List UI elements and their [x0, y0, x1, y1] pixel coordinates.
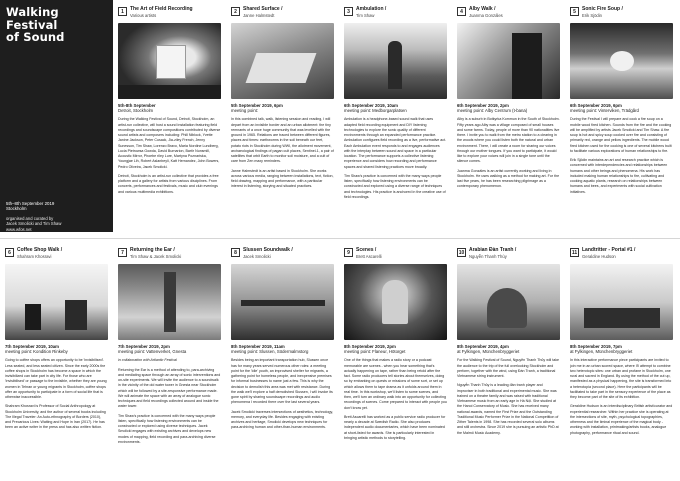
event-paragraph: Ambulation is a headphone-based sound walk that uses adapted field recording equipment and DIY listening technologies to explore the sonic quality of different environments through an expanded performance practice. Ambulation configures field recording as a live, performative act. Each Ambulation event responds to and engages audiences with the interplay between sound and space in a particular location. The performance supports a collective listening experience and considers how recording and performance spaces and shared listening practices move broadly.	[344, 117, 447, 169]
event-venue: meeting point: Flaneur, Hötorget	[344, 349, 406, 355]
festival-title-line: Walking	[6, 5, 59, 19]
event-paragraph: Returning the Ear is a method of attending to, para-archiving and mediating space through an array of sonic interventions and on-site experiments. We will invite the audience to a soundwalk in the vicinity of the old water tower in Gnesta near Stockholm which will be followed by a site-responsive performance made. We will animate the space with an array of analogue sonic techniques and field recordings collected around and inside the water tower.	[118, 367, 221, 409]
event-photo	[231, 264, 334, 340]
event-number: 4	[457, 7, 466, 16]
event-paragraph: For the Walking Festival of Sound, Nguyễn Thanh Thủy will take the audience to the trip of the full overlooking Stockholm and perform, together with the wind, using Đàn Tranh, a traditional Vietnamese string instrument.	[457, 358, 560, 379]
event-artist: Tim Shaw & Jacek Smolicki	[130, 253, 182, 259]
event-paragraph: Juanma Gonzáles is an artist currently working and living in Stockholm. He uses walking as a method for making art. For the last five years, he has been researching pilgrimage as a contemporary phenomenon.	[457, 168, 560, 189]
event-panel-7	[113, 241, 226, 473]
event-number: 10	[458, 250, 465, 256]
festival-title	[6, 6, 107, 44]
event-photo	[118, 23, 221, 99]
event-title: Ambulation /	[356, 6, 387, 12]
event-venue: Detroit, Stockholm	[118, 108, 154, 114]
event-description	[457, 358, 560, 440]
event-photo	[231, 23, 334, 99]
event-photo	[570, 264, 673, 340]
event-title: Sonic Fire Soup /	[582, 6, 623, 12]
event-header	[457, 0, 560, 23]
event-paragraph: One of the things that makes a radio story or a podcast memorable are scenes - when you hear something that's actually happening on tape, rather than being retold after the fact. Some radio producers tell stories about themselves, doing so by embarking on quests or missions of some sort, or set up which allows them to tape drama as it unfolds around them in real time. In this workshop, we'll listen to some scenes, and then, we'll turn an ordinary walk into an opportunity for collecting recordings of scenes. Come prepared to interact with people you don't know yet.	[344, 358, 447, 410]
event-title: Scenes /	[356, 247, 377, 253]
festival-title-line: Festival	[6, 17, 58, 32]
event-number: 11	[571, 250, 578, 256]
event-venue: at Fylkingen, Münchenbryggeriet	[570, 349, 633, 355]
event-paragraph: Tim Shaw's practice is concerned with the many ways people listen, specifically how listening environments can be constructed and explored using a diverse range of techniques and technologies. His practice is anchored in the creative use of field recordings.	[344, 173, 446, 199]
event-panel-6	[0, 241, 113, 473]
event-note: in collaboration with Artlantic Festival	[118, 358, 177, 363]
event-photo	[344, 23, 447, 99]
event-paragraph: In this interactive performance piece participants are invited to join me in an urban scored space, where I'll attempt to combine two heterotopic sites: one urban and profane in Stockholm, one rural and sacred in England. By using the method of the cut up, manifested as a physical happening, the site is transformed into a heterotopia (second place). Here the participants will be facilitated to take part in the sensory experience of the place as they become part of the site of its exhibition.	[570, 358, 672, 400]
event-venue: meeting point:	[231, 108, 258, 114]
event-panel-3	[339, 0, 452, 232]
festival-organisers	[6, 216, 107, 227]
event-panel-4	[452, 0, 565, 232]
festival-date-range: 5th–8th September 2019	[6, 200, 55, 206]
event-header	[5, 241, 108, 264]
event-paragraph: During the Festival I will prepare and cook a fire soup on a mobile wood fired kitchen. Sounds from the fire and the cooking will be amplified by artists Jacek Smolicki and Tim Shaw. A fire soup is hot and spicy soup cooked over fire and consisting of primarily red, orange and yellow ingredients. The mobile wood fired kitchen used for the cooking is one of several kitchens built to facilitate various explorations of human relationships to fire.	[570, 117, 672, 153]
event-header	[344, 0, 447, 23]
event-paragraph: Janne Halmstedt is an artist based in Stockholm. She works across various media, ranging between installations, text, fiction, field drawing, mapping and performance, with a particular interest in listening, storying and situated practices.	[231, 168, 334, 189]
event-number: 9	[344, 248, 353, 257]
event-title: Coffee Shop Walk /	[17, 247, 63, 253]
event-title: Shared Surface /	[243, 6, 283, 12]
event-paragraph: Erik Sjödin maintains an art and research practice which is concerned with interdependencies and relationships between humans and other beings and phenomena. His work has included making human relationships to fire, cultivating and cooking aquatic plants, research on relationships between humans and bees, and experiments with social cultivation initiatives.	[570, 158, 668, 194]
event-venue: meeting point: Kondition Rinkeby	[5, 349, 68, 355]
event-description	[5, 358, 108, 434]
event-date: 8th September 2019, 4pm	[457, 344, 509, 349]
event-venue: meeting point: Vattenverket, Gnesta	[118, 349, 187, 355]
event-number: 1	[118, 7, 127, 16]
event-title: Landtritter - Portal #1 /	[582, 247, 636, 253]
event-description	[344, 117, 447, 204]
event-artist: Geraldine Hudson	[582, 253, 616, 259]
event-date: 7th September 2019, 2pm	[118, 344, 170, 349]
event-date: 5th-8th September	[118, 103, 156, 108]
event-photo	[457, 264, 560, 340]
event-number: 8	[231, 248, 240, 257]
event-panel-5	[565, 0, 678, 232]
event-photo	[5, 264, 108, 340]
event-photo	[457, 23, 560, 99]
event-date: 6th September 2019, 2pm	[457, 103, 509, 108]
event-title: Arabian Đàn Tranh /	[469, 247, 517, 253]
event-date: 8th September 2019, 11am	[231, 344, 285, 349]
event-date: 6th September 2019, 6pm	[570, 103, 622, 108]
event-panel-9	[339, 241, 452, 473]
festival-dates	[6, 201, 107, 212]
event-paragraph: During the Walking Festival of Sound, Detroit, Stockholm, an artist-run collective, will host a sound installation featuring field recordings and soundscape compositions contributed by diverse sound artists and composers including: Phill Niblock, Yvette Janine Jackson, Peter Cusack, Jia-ziley French, Jenny Sunesson, Tim Shaw, Lorenzo Bravo, Maria Nordine Lundberg, Lucia Pietrowsa Gowda, David Burnarion, Bartir Nunsmill, Acoustic Mirror, Phoebe riley Lure, Martyna Poznańska, Youngjae Lih, Robert Aslanbeyli, Katt Hernandez, John Bowers, Pedro Oliveira, Jacek Smolicki.	[118, 117, 221, 169]
event-panel-11	[565, 241, 678, 473]
event-description	[457, 117, 560, 193]
event-date: 8th September 2019, 2pm	[344, 344, 396, 349]
event-artist: Erik Sjödin	[582, 12, 603, 18]
event-panel-8	[226, 241, 339, 473]
event-paragraph: Brett Ascarelli has worked as a public service radio producer for nearly a decade at Swedish Radio. She also produces independent audio documentaries, which have been nominated at short-listed for awards. She is particularly interested in bringing artistic methods to storytelling.	[344, 414, 446, 440]
event-paragraph: Alby is a suburb in Botkyrka Kommun in the South of Stockholm. Fifty years ago Alby was a village composed of small houses and some farms. Today, people of more than 90 nationalities live there. I invite you to walk from the metro station to a clearing in the woods where you could listen both the natural and urban environment. There, I will create a room for sharing our voices through our mother tongues. If you want to participate, it would like to explore your voices will join in a single tone until the silence comes.	[457, 117, 560, 164]
event-artist: Janne Halmstedt	[243, 12, 275, 18]
event-photo	[118, 264, 221, 340]
event-header	[457, 241, 560, 264]
event-photo	[344, 264, 447, 340]
event-artist: Juanma Gonzáles	[469, 12, 503, 18]
event-venue: meeting point: Slussen, Södermalmstorg	[231, 349, 309, 355]
event-venue: at Fylkingen, Münchenbryggeriet	[457, 349, 520, 355]
event-header	[231, 241, 334, 264]
event-number: 7	[118, 248, 127, 257]
event-paragraph: Tim Shaw's practice is concerned with the many ways people listen, specifically how listening environments can be constructed or explored using diverse techniques. Jacek Smolicki engages with existing archives and develops new modes of mapping, field recording and para-archiving diverse environments.	[118, 413, 216, 444]
event-title: Alby Walk /	[469, 6, 496, 12]
event-paragraph: Nguyễn Thanh Thủy is a leading đàn tranh player and improviser in both traditional and experimental music. She was trained on a theatre family and was raised with traditional Vietnamese music from an early age in Hà Nội. She studied at the Hanoi Conservatory of Music. She has received many national awards, named the First Prize and the Outstanding Traditional Music Performer Prize in the National Competition of Zither Talents in 1998. She has recorded several solo albums and still orchestra. Since 2019 she is pursuing an artistic PhD at the Malmö Music Academy.	[457, 383, 559, 435]
event-panel-2	[226, 0, 339, 232]
event-number: 2	[231, 7, 240, 16]
event-paragraph: Going to coffee shops offers an opportunity to be 'invisibilised'. Less seated, and less seated citizen. Since the early 2000s the coffee shops in Stockholm has become a space in which the invisibilized can take part in city life. For those who are 'invisibilised' or passage to the invisible, whether they are young women in Tehran or young migrants in Stockholm, coffee shops offer an opportunity to participate in a form of social life that is otherwise inaccessible.	[5, 358, 107, 400]
event-description	[118, 117, 221, 199]
event-header	[570, 241, 673, 264]
festival-cover	[0, 0, 113, 232]
row-divider	[0, 238, 680, 239]
event-venue: meeting point: Alby Centrum (t-bana)	[457, 108, 528, 114]
organised-by-label: organised and curated by	[6, 215, 54, 221]
event-description	[231, 358, 334, 434]
event-description	[570, 117, 673, 199]
event-artist: Tim Shaw	[356, 12, 375, 18]
event-title: Slussen Soundwalk /	[243, 247, 293, 253]
festival-city: Stockholm	[6, 206, 27, 212]
event-number: 3	[344, 7, 353, 16]
event-date: 8th September 2019, 7pm	[570, 344, 622, 349]
event-number: 6	[5, 248, 14, 257]
event-paragraph: In this combined talk, walk, listening session and reading, I will depart from an invisible border and an urban allotment: the tiny remnants of a once huge community that was levelled with the ground in 1965. Relations are traced between different figures, places and times: earthworms in the soil beneath our feet, potato riots in Stockholm during WWI, the allotment movement, archaeological findings of pagan cult places, Sentinel-1, a pair of satellites that orbit Earth to monitor soil moisture, and a cult of care from Zen maxy reminders.	[231, 117, 334, 164]
event-header	[118, 241, 221, 264]
event-paragraph: Geraldine Hudson is an interdisciplinary British artist/curator and experiential researcher. Within her practice she is operating at the intersections of site, myth, psychological topographies, otherness and the liminal experience of the magical body - working with installation, printmaking/artists books, analogue photography, performance ritual and sound.	[570, 404, 673, 435]
festival-url[interactable]: www.wfos.net	[6, 226, 32, 232]
event-description	[570, 358, 673, 440]
event-date: 5th September 2019, 6pm	[231, 103, 283, 108]
curator-names: Jacek Smolicki and Tim Shaw	[6, 221, 62, 227]
event-description	[118, 358, 221, 449]
event-description	[231, 117, 334, 193]
event-artist: Various artists	[130, 12, 157, 18]
event-panel-10	[452, 241, 565, 473]
event-venue: meeting point: Medborgarplatsen	[344, 108, 407, 114]
event-number: 5	[570, 7, 579, 16]
event-description	[344, 358, 447, 445]
event-paragraph: Besides being an important transportation hub, Slussen once has for many years served numerous other roles: a meeting point for the 'idle' youth, an improvised shelter for migrants, a gathering point for homeless people, and inexpensive premises for informal businesses to name just a few. This is why the decision to demolish this area was met with resistance. During the walk we'll explore a half demolished Slussen, I will invoke its gone spirit by sharing soundscape recordings and audio phenomena I recorded there over the last several years.	[231, 358, 333, 405]
festival-title-line: of Sound	[6, 30, 65, 44]
event-header	[231, 0, 334, 23]
event-header	[118, 0, 221, 23]
event-date: 7th September 2019, 10am	[5, 344, 59, 349]
event-venue: meeting point: Vinterviken, Trädgård	[570, 108, 639, 114]
event-paragraph: Jacek Smolicki traverses intersections of aesthetics, technology, memory, and everyday life. Besides engaging with existing archives and heritage, Smolicki develops new techniques for para-archiving human and other-than-human environments.	[231, 409, 334, 430]
event-paragraph: Shahram Khosravi is Professor of Social Anthropology at Stockholm University, and the author of several books including The Illegal Traveler: An Auto-ethnography of Borders (2010), and Precarious Lives: Waiting and Hope in Iran (2017). He has been an active writer in the press and has also written fiction.	[5, 404, 106, 430]
event-artist: Nguyễn Thanh Thủy	[469, 253, 507, 259]
event-title: Returning the Ear /	[130, 247, 175, 253]
event-artist: Brett Ascarelli	[356, 253, 382, 259]
event-date: 6th September 2019, 10am	[344, 103, 398, 108]
event-title: The Art of Field Recording	[130, 6, 193, 12]
event-header	[344, 241, 447, 264]
event-paragraph: Detroit, Stockholm is an artist-run collective that provides a free platform and a gallery for artists from various disciplines. From concerts, performances and festivals, music and club evenings and various multimedia exhibitions.	[118, 173, 219, 194]
event-artist: Jacek Smolicki	[243, 253, 271, 259]
event-header	[570, 0, 673, 23]
event-artist: Shahram Khosravi	[17, 253, 52, 259]
event-photo	[570, 23, 673, 99]
event-panel-1	[113, 0, 226, 232]
